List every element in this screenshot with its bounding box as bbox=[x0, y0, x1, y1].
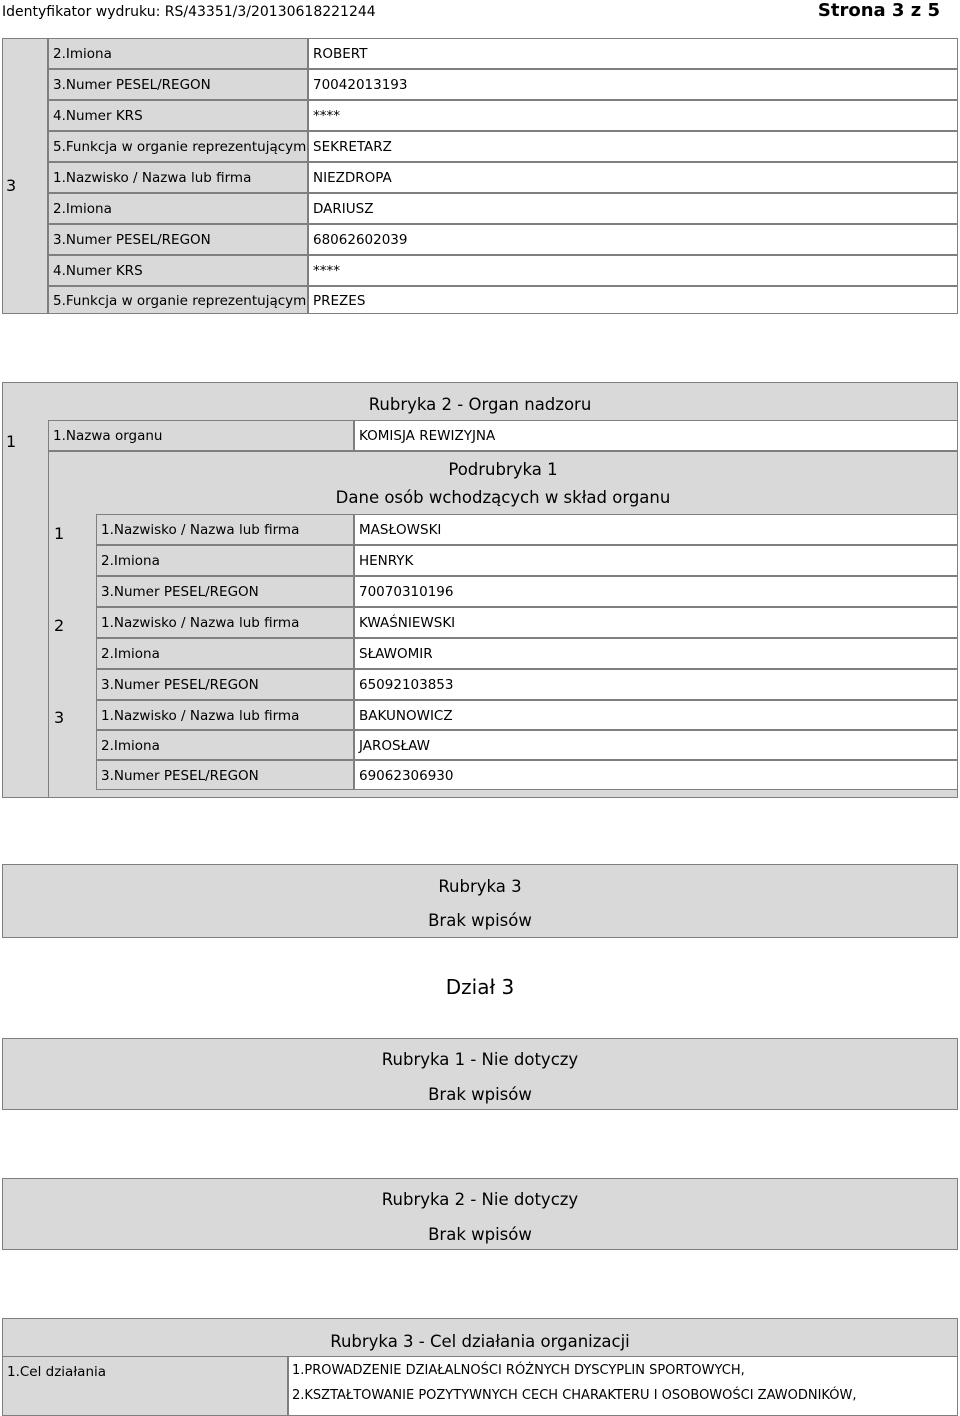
rubryka3-box bbox=[2, 864, 958, 938]
section-title: Rubryka 2 - Nie dotyczy bbox=[381, 1190, 579, 1209]
field-label: 3.Numer PESEL/REGON bbox=[48, 69, 308, 100]
field-label: 1.Nazwisko / Nazwa lub firma bbox=[96, 700, 354, 730]
field-label: 4.Numer KRS bbox=[48, 100, 308, 131]
field-value: SŁAWOMIR bbox=[354, 638, 958, 669]
field-value: SEKRETARZ bbox=[308, 131, 958, 162]
field-label: 1.Nazwisko / Nazwa lub firma bbox=[96, 514, 354, 545]
organ-number: 1 bbox=[6, 432, 17, 451]
print-identifier: Identyfikator wydruku: RS/43351/3/20130618221244 bbox=[2, 4, 376, 20]
goal-values bbox=[288, 1356, 958, 1416]
dzial-title: Dział 3 bbox=[445, 975, 515, 999]
section-title: Rubryka 2 - Organ nadzoru bbox=[368, 395, 592, 414]
field-label: 1.Nazwisko / Nazwa lub firma bbox=[48, 162, 308, 193]
section-title: Rubryka 3 bbox=[438, 877, 522, 896]
field-value: 68062602039 bbox=[308, 224, 958, 255]
field-value: **** bbox=[308, 255, 958, 286]
member-number: 1 bbox=[54, 524, 65, 543]
field-label: 2.Imiona bbox=[96, 638, 354, 669]
person-number: 3 bbox=[6, 176, 17, 195]
page-number: Strona 3 z 5 bbox=[817, 0, 940, 21]
field-label: 1.Nazwisko / Nazwa lub firma bbox=[96, 607, 354, 638]
field-label: 1.Nazwa organu bbox=[48, 420, 354, 451]
field-label: 2.Imiona bbox=[96, 730, 354, 760]
field-value: 65092103853 bbox=[354, 669, 958, 700]
field-value: BAKUNOWICZ bbox=[354, 700, 958, 730]
field-label: 2.Imiona bbox=[48, 193, 308, 224]
field-label: 3.Numer PESEL/REGON bbox=[96, 669, 354, 700]
section-title: Rubryka 3 - Cel działania organizacji bbox=[330, 1332, 630, 1351]
field-value: 70042013193 bbox=[308, 69, 958, 100]
field-value: 69062306930 bbox=[354, 760, 958, 790]
section-title: Rubryka 1 - Nie dotyczy bbox=[381, 1050, 579, 1069]
field-value: HENRYK bbox=[354, 545, 958, 576]
field-label: 3.Numer PESEL/REGON bbox=[48, 224, 308, 255]
field-label: 3.Numer PESEL/REGON bbox=[96, 760, 354, 790]
field-label: 5.Funkcja w organie reprezentującym bbox=[48, 131, 308, 162]
field-value: MASŁOWSKI bbox=[354, 514, 958, 545]
field-value: KWAŚNIEWSKI bbox=[354, 607, 958, 638]
field-label: 2.Imiona bbox=[96, 545, 354, 576]
member-number: 3 bbox=[54, 708, 65, 727]
field-value: KOMISJA REWIZYJNA bbox=[354, 420, 958, 451]
podrubryka-title: Podrubryka 1 bbox=[448, 460, 558, 479]
no-entries-text: Brak wpisów bbox=[428, 1085, 532, 1104]
goal-item: 2.KSZTAŁTOWANIE POZYTYWNYCH CECH CHARAKTERU I OSOBOWOŚCI ZAWODNIKÓW, bbox=[292, 1388, 857, 1403]
goal-item: 1.PROWADZENIE DZIAŁALNOŚCI RÓŻNYCH DYSCYPLIN SPORTOWYCH, bbox=[292, 1363, 745, 1378]
field-value: ROBERT bbox=[308, 38, 958, 69]
field-value: PREZES bbox=[308, 286, 958, 314]
d3-rubryka1-box bbox=[2, 1038, 958, 1110]
d3-rubryka2-box bbox=[2, 1178, 958, 1250]
field-value: NIEZDROPA bbox=[308, 162, 958, 193]
field-value: **** bbox=[308, 100, 958, 131]
field-value: 70070310196 bbox=[354, 576, 958, 607]
field-label: 3.Numer PESEL/REGON bbox=[96, 576, 354, 607]
no-entries-text: Brak wpisów bbox=[428, 1225, 532, 1244]
member-number: 2 bbox=[54, 616, 65, 635]
field-label: 5.Funkcja w organie reprezentującym bbox=[48, 286, 308, 314]
field-label: 1.Cel działania bbox=[2, 1356, 288, 1416]
field-value: DARIUSZ bbox=[308, 193, 958, 224]
field-label: 2.Imiona bbox=[48, 38, 308, 69]
podrubryka-subtitle: Dane osób wchodzących w skład organu bbox=[335, 488, 671, 507]
field-value: JAROSŁAW bbox=[354, 730, 958, 760]
no-entries-text: Brak wpisów bbox=[428, 911, 532, 930]
field-label: 4.Numer KRS bbox=[48, 255, 308, 286]
